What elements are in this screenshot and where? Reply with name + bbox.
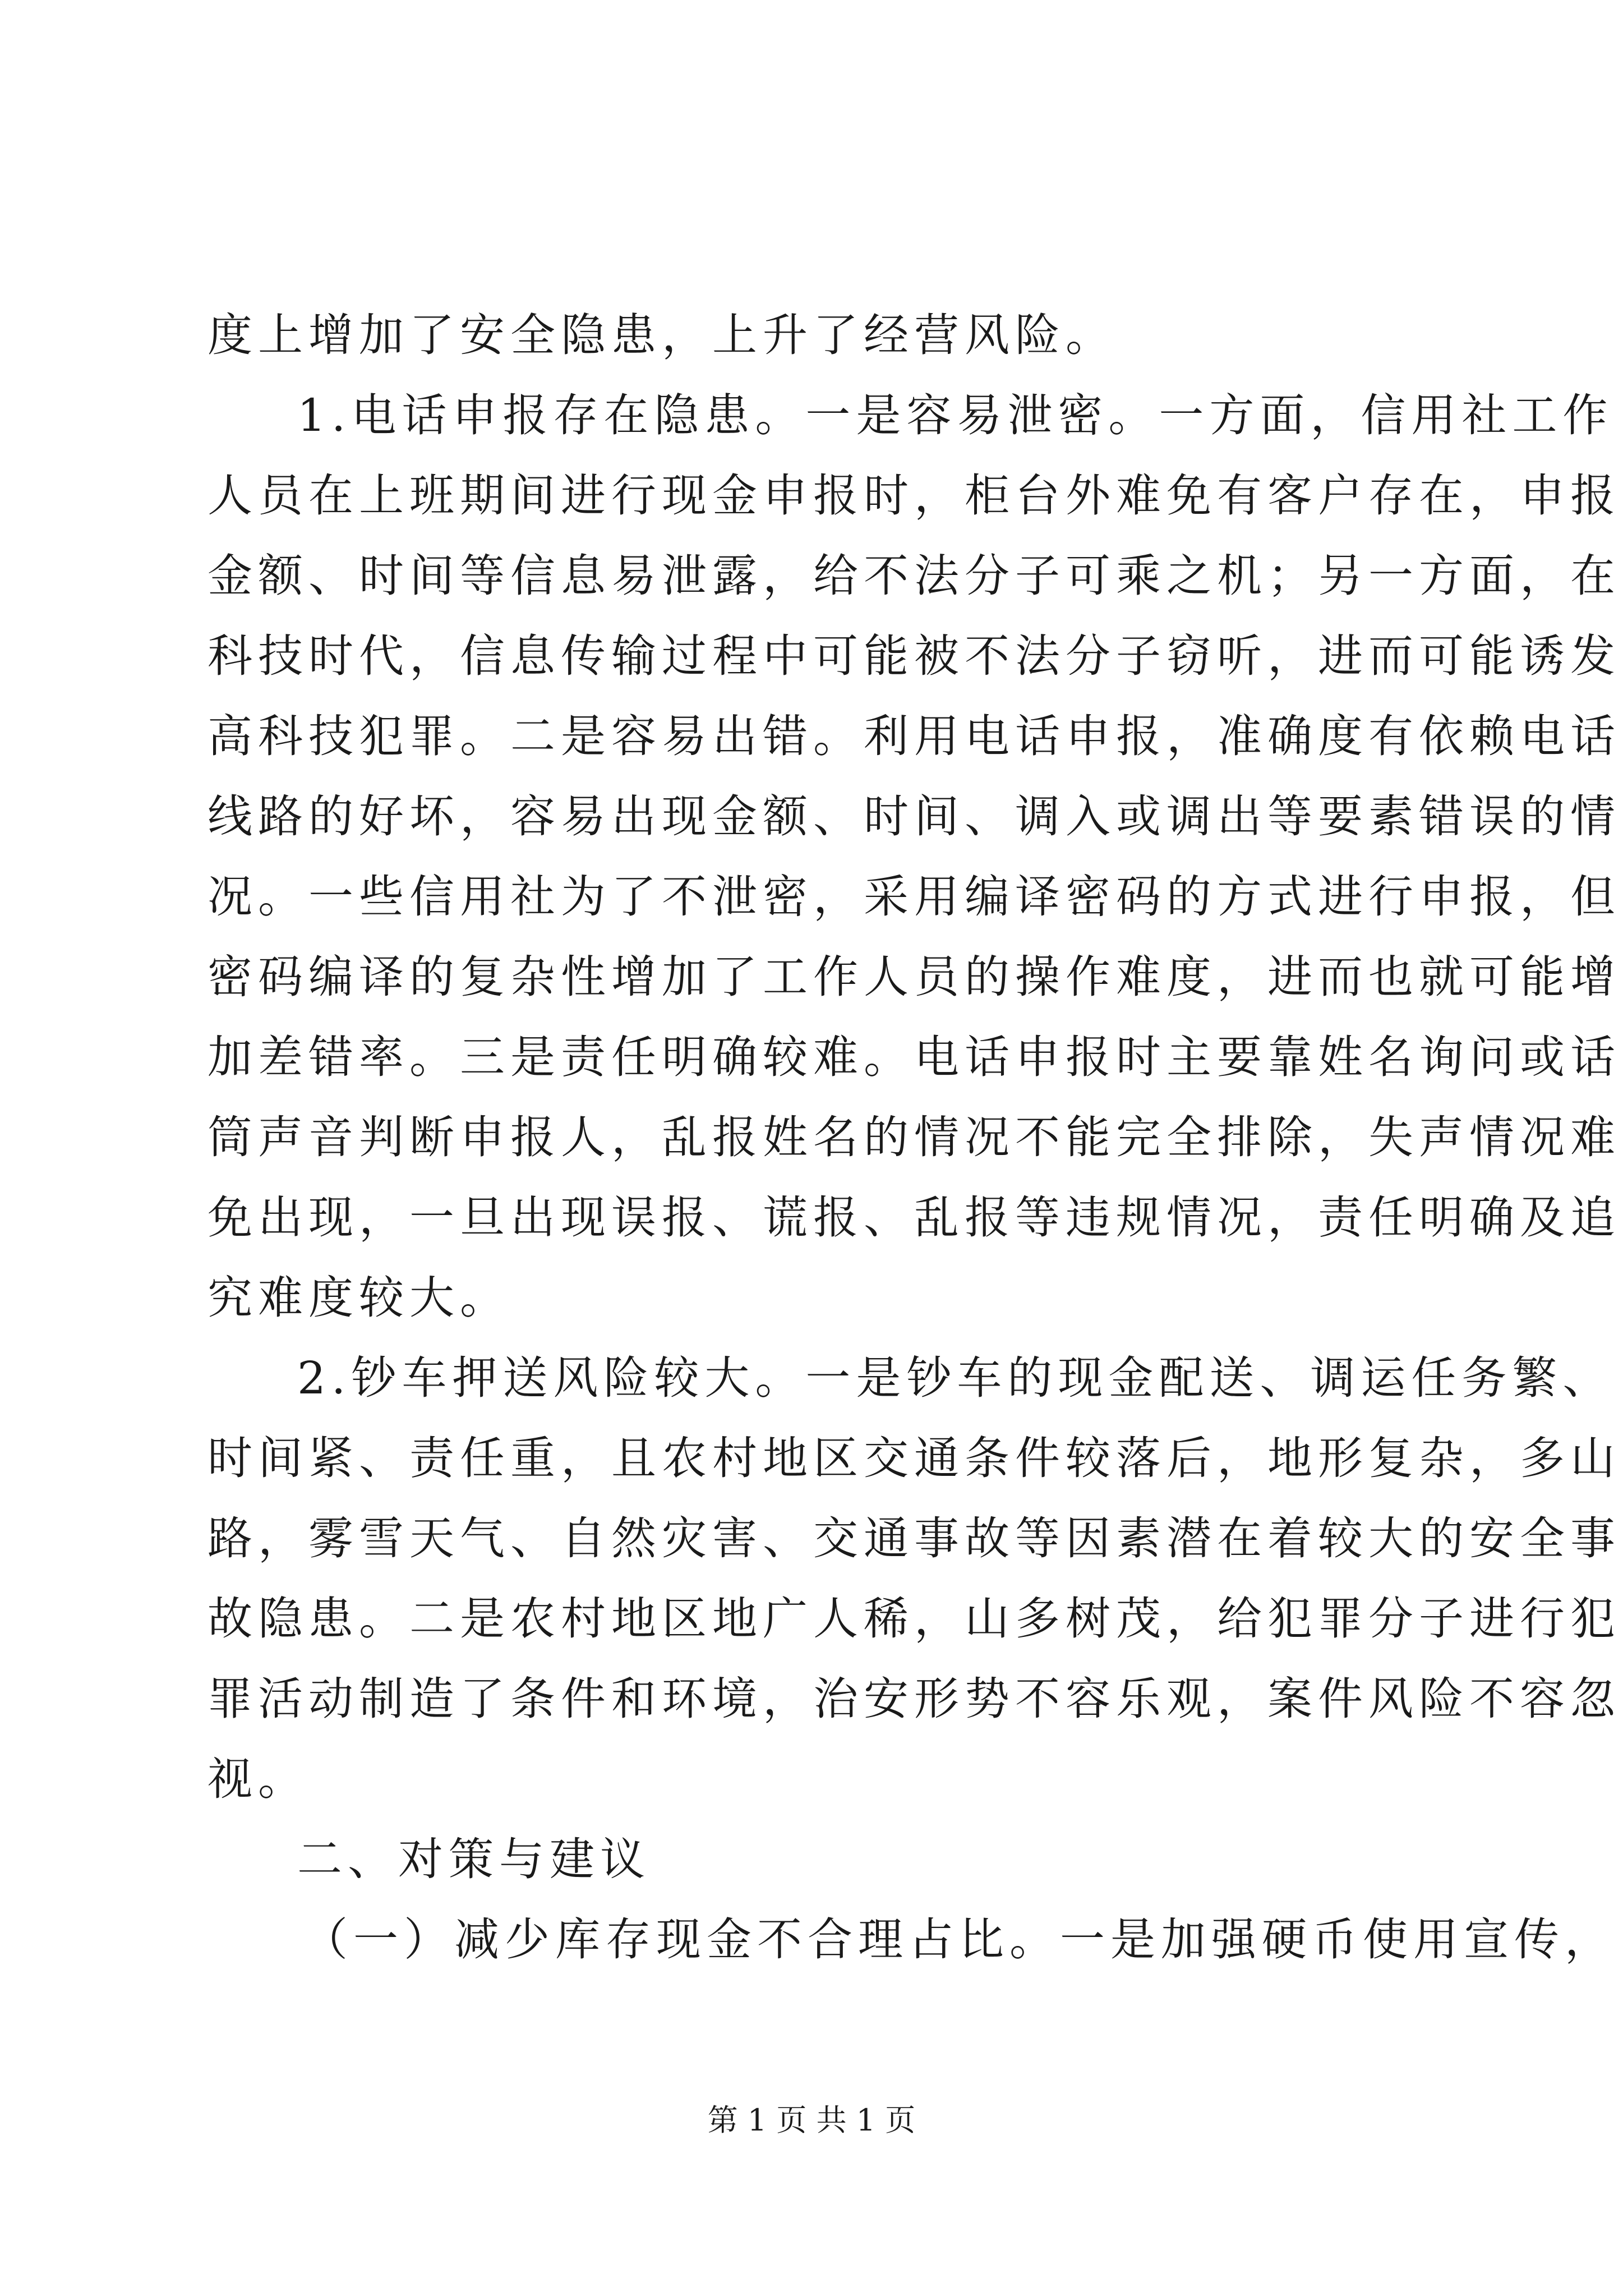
text-line: 高科技犯罪。二是容易出错。利用电话申报，准确度有依赖电话 <box>208 710 1621 762</box>
text-line: （一）减少库存现金不合理占比。一是加强硬币使用宣传， <box>303 1913 1615 1966</box>
text-line: 究难度较大。 <box>208 1272 510 1324</box>
text-line: 视。 <box>208 1753 308 1805</box>
text-line: 况。一些信用社为了不泄密，采用编译密码的方式进行申报，但 <box>208 871 1621 923</box>
text-line: 筒声音判断申报人，乱报姓名的情况不能完全排除，失声情况难 <box>208 1111 1621 1163</box>
text-line: 故隐患。二是农村地区地广人稀，山多树茂，给犯罪分子进行犯 <box>208 1593 1621 1645</box>
text-line: 路，雾雪天气、自然灾害、交通事故等因素潜在着较大的安全事 <box>208 1512 1621 1565</box>
text-line: 罪活动制造了条件和环境，治安形势不容乐观，案件风险不容忽 <box>208 1673 1621 1725</box>
text-line: 加差错率。三是责任明确较难。电话申报时主要靠姓名询问或话 <box>208 1031 1621 1083</box>
text-line: 人员在上班期间进行现金申报时，柜台外难免有客户存在，申报 <box>208 470 1621 522</box>
text-line: 1.电话申报存在隐患。一是容易泄密。一方面，信用社工作 <box>297 389 1613 441</box>
text-line: 线路的好坏，容易出现金额、时间、调入或调出等要素错误的情 <box>208 790 1621 843</box>
text-line: 免出现，一旦出现误报、谎报、乱报等违规情况，责任明确及追 <box>208 1191 1621 1244</box>
page-number-footer: 第 1 页 共 1 页 <box>707 2102 916 2138</box>
text-line: 2.钞车押送风险较大。一是钞车的现金配送、调运任务繁、 <box>297 1352 1613 1404</box>
text-line: 科技时代，信息传输过程中可能被不法分子窃听，进而可能诱发 <box>208 630 1621 682</box>
text-line: 金额、时间等信息易泄露，给不法分子可乘之机；另一方面，在 <box>208 550 1621 602</box>
text-line: 度上增加了安全隐患，上升了经营风险。 <box>208 309 1116 361</box>
section-heading: 二、对策与建议 <box>297 1833 651 1885</box>
text-line: 密码编译的复杂性增加了工作人员的操作难度，进而也就可能增 <box>208 951 1621 1003</box>
text-line: 时间紧、责任重，且农村地区交通条件较落后，地形复杂，多山 <box>208 1432 1621 1484</box>
